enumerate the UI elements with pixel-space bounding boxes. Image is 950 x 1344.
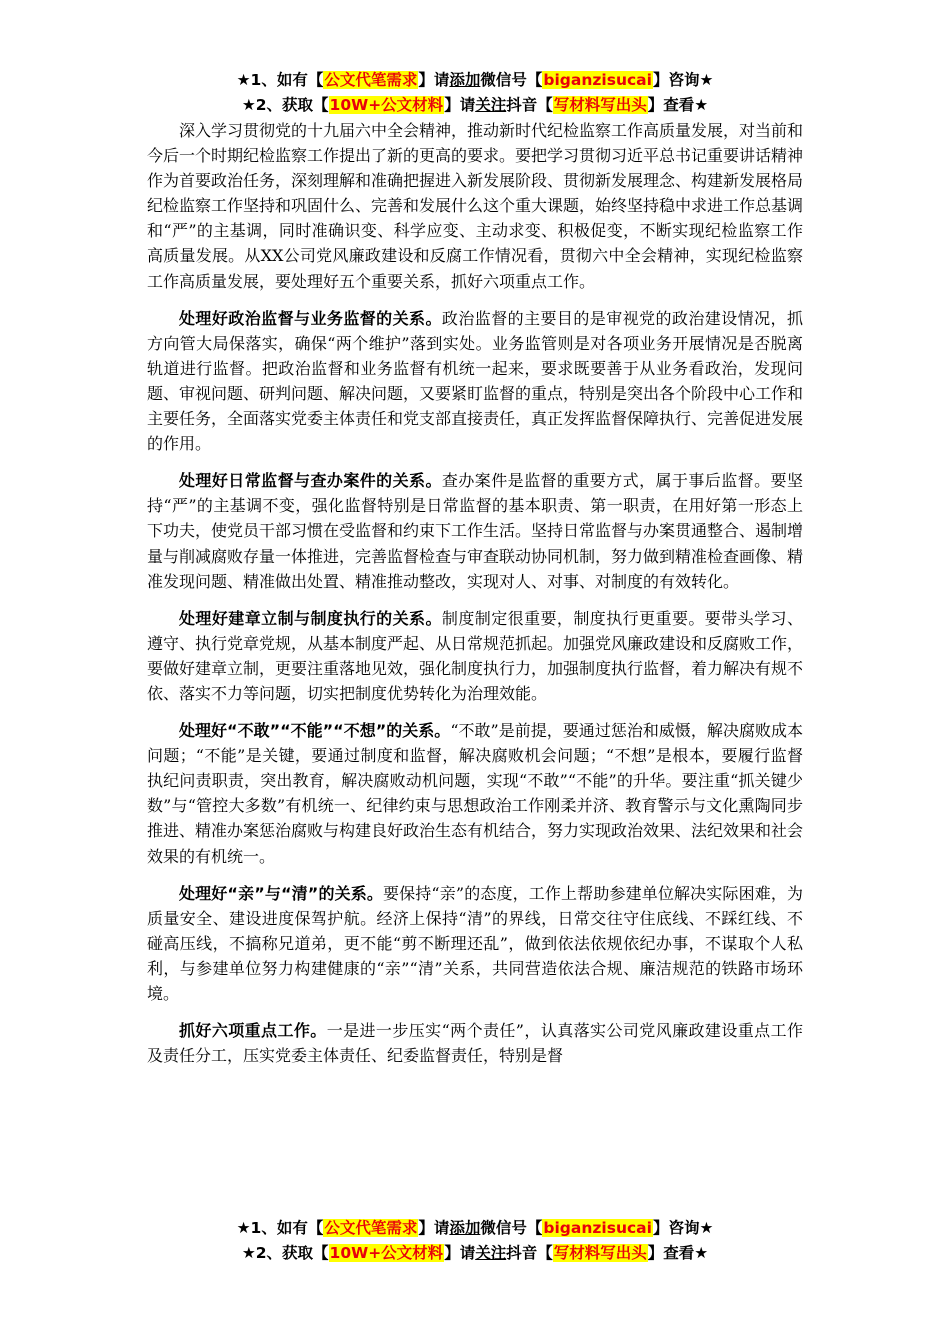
section-heading: 抓好六项重点工作。 xyxy=(179,1021,327,1041)
highlight-text: 10W+公文材料 xyxy=(329,1244,444,1262)
section-paragraph xyxy=(147,606,803,706)
section-text: 制度制定很重要，制度执行更重要。要带头学习、遵守、执行党章党规，从基本制度严起、从日常规范抓起。加强党风廉政建设和反腐败工作，要做好建章立制，更要注重落地见效，强化制度执行力，加强制度执行监督，着力解决有规不依、落实不力等问题，切实把制度优势转化为治理效能。 xyxy=(147,608,804,703)
highlight-text: 公文代笔需求 xyxy=(324,71,418,89)
section-heading: 处理好建章立制与制度执行的关系。 xyxy=(179,608,442,628)
section-paragraph xyxy=(147,1018,803,1068)
highlight-text: biganzisucai xyxy=(543,1219,652,1237)
highlight-text: 10W+公文材料 xyxy=(329,96,444,114)
section-text: 政治监督的主要目的是审视党的政治建设情况，抓方向管大局保落实，确保“两个维护”落到实处。业务监管则是对各项业务开展情况是否脱离轨道进行监督。把政治监督和业务监督有机统一起来，要求既要善于从业务看政治，发现问题、审视问题、研判问题、解决问题，又要紧盯监督的重点，特别是突出各个阶段中心工作和主要任务，全面落实党委主体责任和党支部直接责任，真正发挥监督保障执行、完善促进发展的作用。 xyxy=(147,308,804,454)
section-heading: 处理好政治监督与业务监督的关系。 xyxy=(179,308,442,328)
highlight-text: 写材料写出头 xyxy=(553,96,647,114)
section-paragraph xyxy=(147,306,803,457)
banner-line-1: ★1、如有【公文代笔需求】请添加微信号【biganzisucai】咨询★ xyxy=(236,1219,714,1237)
underlined-text: 添加 xyxy=(449,71,481,89)
underlined-text: 添加 xyxy=(449,1219,481,1237)
document-body xyxy=(147,118,803,1080)
highlight-text: biganzisucai xyxy=(543,71,652,89)
banner-line-1: ★1、如有【公文代笔需求】请添加微信号【biganzisucai】咨询★ xyxy=(236,71,714,89)
banner-line-2: ★2、获取【10W+公文材料】请关注抖音【写材料写出头】查看★ xyxy=(241,96,709,114)
section-paragraph xyxy=(147,881,803,1006)
section-text: 查办案件是监督的重要方式，属于事后监督。要坚持“严”的主基调不变，强化监督特别是日常监督的基本职责、第一职责，在用好第一形态上下功夫，使党员干部习惯在受监督和约束下工作生活。坚持日常监督与办案贯通整合、遏制增量与削减腐败存量一体推进，完善监督检查与审查联动协同机制，努力做到精准检查画像、精准发现问题、精准做出处置、精准推动整改，实现对人、对事、对制度的有效转化。 xyxy=(147,471,804,591)
section-heading: 处理好日常监督与查办案件的关系。 xyxy=(179,471,442,491)
intro-paragraph: 深入学习贯彻党的十九届六中全会精神，推动新时代纪检监察工作高质量发展，对当前和今后一个时期纪检监察工作提出了新的更高的要求。要把学习贯彻习近平总书记重要讲话精神作为首要政治任务，深刻理解和准确把握进入新发展阶段、贯彻新发展理念、构建新发展格局纪检监察工作坚持和巩固什么、完善和发展什么这个重大课题，始终坚持稳中求进工作总基调和“严”的主基调，同时准确识变、科学应变、主动求变、积极促变，不断实现纪检监察工作高质量发展。从XX公司党风廉政建设和反腐工作情况看，贯彻六中全会精神，实现纪检监察工作高质量发展，要处理好五个重要关系，抓好六项重点工作。 xyxy=(147,121,804,291)
highlight-text: 公文代笔需求 xyxy=(324,1219,418,1237)
section-heading: 处理好“不敢”“不能”“不想”的关系。 xyxy=(179,721,451,741)
footer-banner xyxy=(0,1216,950,1266)
underlined-text: 关注 xyxy=(475,1244,507,1262)
section-text: 一是进一步压实“两个责任”，认真落实公司党风廉政建设重点工作及责任分工，压实党委主体责任、纪委监督责任，特别是督 xyxy=(147,1021,803,1066)
section-paragraph xyxy=(147,468,803,593)
banner-line-2: ★2、获取【10W+公文材料】请关注抖音【写材料写出头】查看★ xyxy=(241,1244,709,1262)
section-text: 要保持“亲”的态度，工作上帮助参建单位解决实际困难，为质量安全、建设进度保驾护航。经济上保持“清”的界线，日常交往守住底线、不踩红线、不碰高压线，不搞称兄道弟，更不能“剪不断理还乱”，做到依法依规依纪办事，不谋取个人私利，与参建单位努力构建健康的“亲”“清”关系，共同营造依法合规、廉洁规范的铁路市场环境。 xyxy=(147,883,803,1003)
underlined-text: 关注 xyxy=(475,96,507,114)
section-heading: 处理好“亲”与“清”的关系。 xyxy=(179,883,384,903)
section-paragraph xyxy=(147,718,803,869)
section-text: “不敢”是前提，要通过惩治和威慑，解决腐败成本问题；“不能”是关键，要通过制度和监督，解决腐败机会问题；“不想”是根本，要履行监督执纪问责职责，突出教育，解决腐败动机问题，实现“不敢”“不能”的升华。要注重“抓关键少数”与“管控大多数”有机统一、纪律约束与思想政治工作刚柔并济、教育警示与文化熏陶同步推进、精准办案惩治腐败与构建良好政治生态有机结合，努力实现政治效果、法纪效果和社会效果的有机统一。 xyxy=(147,721,804,866)
highlight-text: 写材料写出头 xyxy=(553,1244,647,1262)
header-banner xyxy=(0,68,950,118)
